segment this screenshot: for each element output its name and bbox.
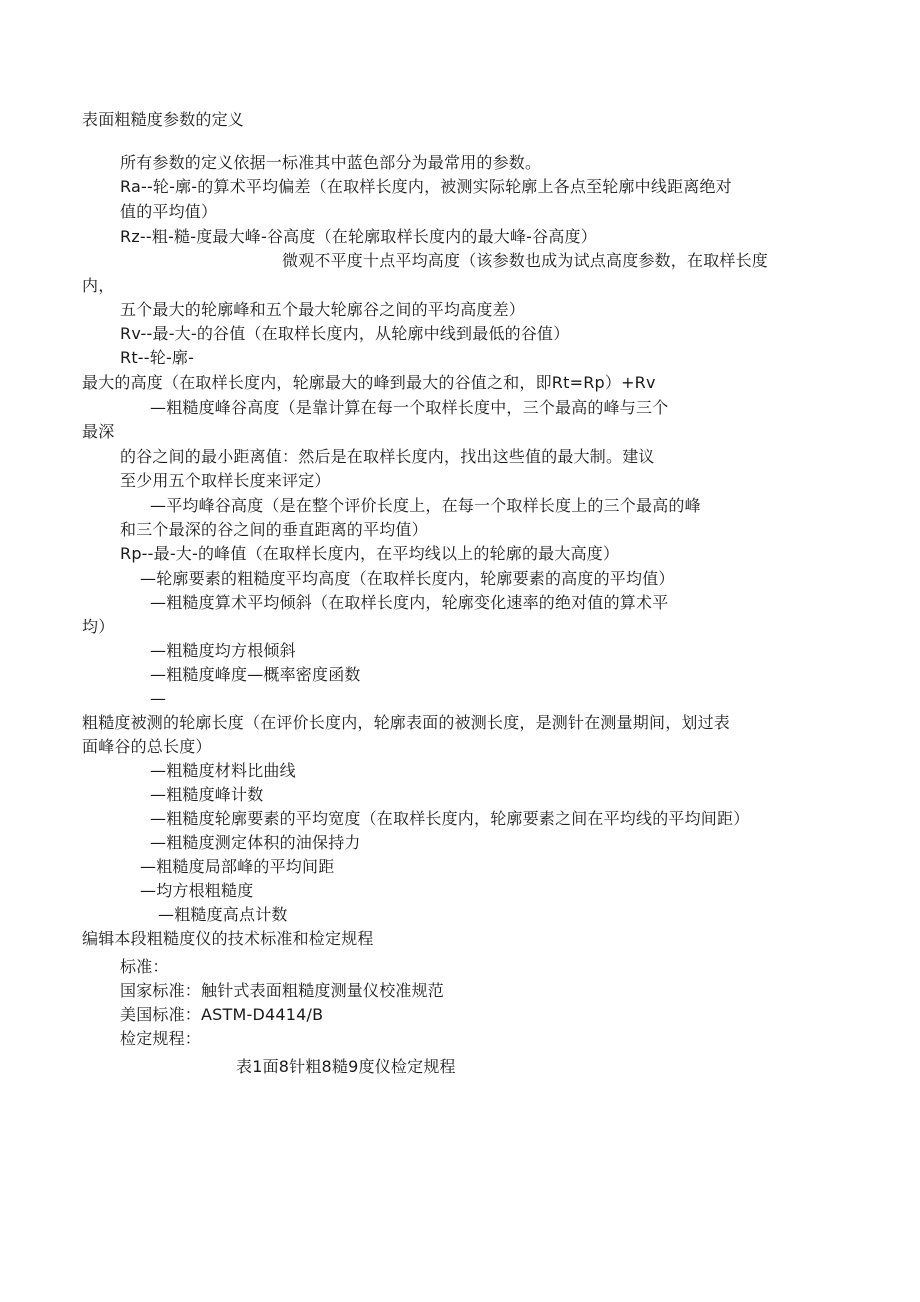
page-title: 表面粗糙度参数的定义 [82,110,245,129]
definition-line: 内， [82,276,115,295]
definition-line: 面峰谷的总长度） [82,737,212,756]
definition-line: —轮廓要素的粗糙度平均高度（在取样长度内，轮廓要素的高度的平均值） [140,569,675,588]
section-heading: 编辑本段粗糙度仪的技术标准和检定规程 [82,929,374,948]
definition-line: Rt--轮-廓- [120,348,195,367]
definition-line: 所有参数的定义依据一标准其中蓝色部分为最常用的参数。 [120,153,542,172]
definition-line: 最大的高度（在取样长度内，轮廓最大的峰到最大的谷值之和，即Rt=Rp）+Rv [82,373,656,392]
definition-line: 的谷之间的最小距离值：然后是在取样长度内，找出这些值的最大制。建议 [120,447,655,466]
definition-line: —粗糙度测定体积的油保持力 [150,833,361,852]
definition-line: —粗糙度轮廓要素的平均宽度（在取样长度内，轮廓要素之间在平均线的平均间距） [150,809,750,828]
definition-line: 最深 [82,422,115,441]
standards-label: 标准： [120,957,169,976]
definition-line: 五个最大的轮廓峰和五个最大轮廓谷之间的平均高度差） [120,300,526,319]
american-standard: 美国标准：ASTM-D4414/B [120,1005,324,1024]
definition-line: Rv--最-大-的谷值（在取样长度内，从轮廓中线到最低的谷值） [120,324,570,343]
national-standard: 国家标准：触针式表面粗糙度测量仪校准规范 [120,981,445,1000]
definition-line: Ra--轮-廓-的算术平均偏差（在取样长度内，被测实际轮廓上各点至轮廓中线距离绝对 [120,177,732,196]
definition-line: — [150,689,167,708]
definition-line: —平均峰谷高度（是在整个评价长度上，在每一个取样长度上的三个最高的峰 [150,496,701,515]
verification-label: 检定规程： [120,1029,202,1048]
definition-line: 值的平均值） [120,202,218,221]
definition-line: 均） [82,617,115,636]
definition-line: 和三个最深的谷之间的垂直距离的平均值） [120,520,428,539]
definition-line: —粗糙度算术平均倾斜（在取样长度内，轮廓变化速率的绝对值的算术平 [150,593,669,612]
definition-line: —粗糙度峰度—概率密度函数 [150,665,361,684]
definition-line: —粗糙度峰计数 [150,785,264,804]
definition-line: —粗糙度峰谷高度（是靠计算在每一个取样长度中，三个最高的峰与三个 [150,398,669,417]
definition-line: —粗糙度均方根倾斜 [150,641,296,660]
definition-line: Rz--粗-糙-度最大峰-谷高度（在轮廓取样长度内的最大峰-谷高度） [120,227,597,246]
definition-line: Rp--最-大-的峰值（在取样长度内，在平均线以上的轮廓的最大高度） [120,544,620,563]
verification-item: 表1面8针粗8糙9度仪检定规程 [236,1057,456,1076]
definition-line: —粗糙度高点计数 [158,905,288,924]
definition-line: —粗糙度局部峰的平均间距 [140,857,335,876]
definition-line: —均方根粗糙度 [140,881,254,900]
definition-line: 至少用五个取样长度来评定） [120,471,331,490]
definition-line: 粗糙度被测的轮廓长度（在评价长度内，轮廓表面的被测长度，是测针在测量期间，划过表 [82,713,731,732]
definition-line: —粗糙度材料比曲线 [150,761,296,780]
definition-line: 微观不平度十点平均高度（该参数也成为试点高度参数，在取样长度 [282,251,769,270]
